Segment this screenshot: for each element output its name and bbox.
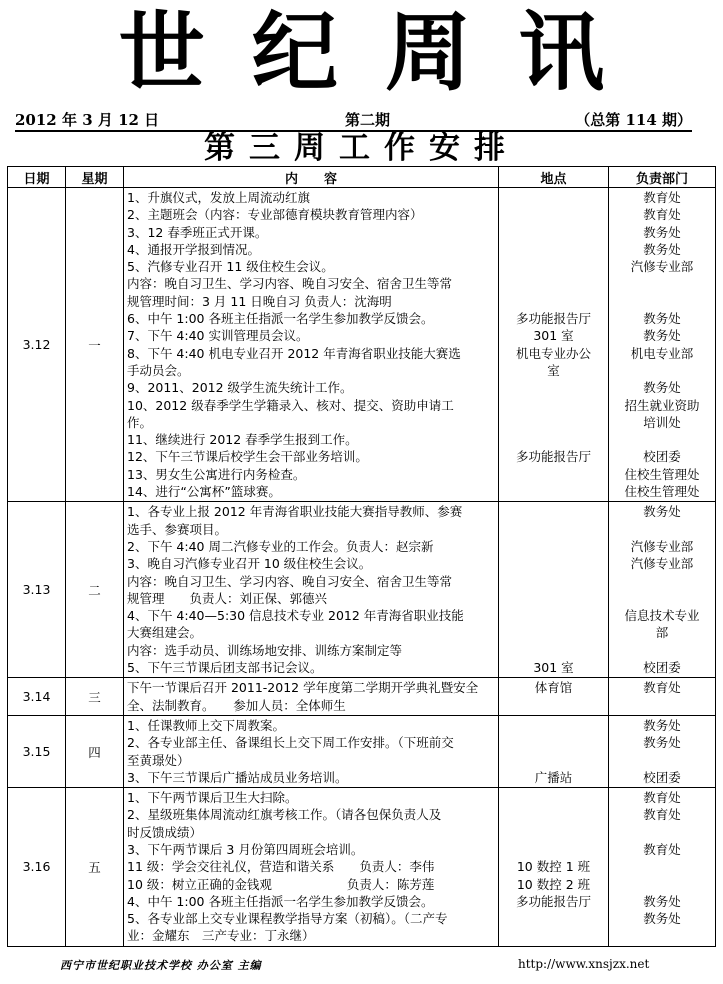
content-line: 11、继续进行 2012 春季学生报到工作。	[127, 432, 358, 448]
content-line: 1、各专业上报 2012 年青海省职业技能大赛指导教师、参赛	[127, 504, 463, 520]
dept-line: 教务处	[643, 504, 681, 520]
date-cell: 3.12	[8, 188, 66, 502]
place-cell	[499, 502, 609, 678]
content-line: 12、下午三节课后校学生会干部业务培训。	[127, 449, 368, 465]
place-line	[501, 752, 606, 769]
place-cell	[499, 188, 609, 502]
content-line: 3、下午三节课后广播站成员业务培训。	[127, 769, 348, 785]
place-line: 多功能报告厅	[515, 449, 591, 465]
content-line: 10、2012 级春季学生学籍录入、核对、提交、资助申请工	[127, 397, 454, 413]
place-line	[501, 927, 606, 944]
content-line: 14、进行“公寓杯”篮球赛。	[127, 484, 281, 500]
dept-line	[611, 573, 713, 590]
dept-line	[611, 876, 713, 893]
place-line	[501, 258, 606, 275]
dept-line	[611, 431, 713, 448]
content-line: 5、汽修专业召开 11 级住校生会议。	[127, 259, 334, 275]
place-line	[501, 431, 606, 448]
place-line	[501, 503, 606, 520]
place-line	[501, 538, 606, 555]
date-cell: 3.15	[8, 715, 66, 787]
place-line	[501, 275, 606, 292]
place-line	[501, 293, 606, 310]
dept-line: 汽修专业部	[630, 556, 694, 572]
dept-line	[611, 521, 713, 538]
content-line: 2、下午 4:40 周二汽修专业的工作会。负责人：赵宗新	[127, 538, 434, 554]
content-line: 作。	[127, 414, 153, 430]
issue-total: （总第 114 期）	[575, 111, 692, 129]
dept-line	[611, 752, 713, 769]
date-cell: 3.14	[8, 678, 66, 716]
dept-line: 教务处	[643, 241, 681, 257]
masthead	[0, 0, 723, 105]
weekday-cell: 四	[66, 715, 124, 787]
place-line	[501, 789, 606, 806]
content-cell	[124, 188, 499, 502]
content-cell	[124, 502, 499, 678]
content-line: 规管理时间：3 月 11 日晚自习 负责人：沈海明	[127, 293, 392, 309]
content-line: 8、下午 4:40 机电专业召开 2012 年青海省职业技能大赛选	[127, 345, 461, 361]
place-cell	[499, 788, 609, 947]
content-line: 大赛组建会。	[127, 625, 203, 641]
table-row	[8, 678, 716, 716]
content-line: 选手、参赛项目。	[127, 521, 228, 537]
masthead-char: 世	[118, 1, 205, 103]
place-line: 10 数控 2 班	[516, 876, 591, 892]
dept-line: 教务处	[643, 911, 681, 927]
content-line: 4、中午 1:00 各班主任指派一名学生参加教学反馈会。	[127, 893, 434, 909]
masthead-char: 讯	[518, 1, 605, 103]
weekday-cell: 一	[66, 188, 124, 502]
place-line	[501, 824, 606, 841]
content-line: 1、升旗仪式，发放上周流动红旗	[127, 190, 310, 205]
content-cell	[124, 788, 499, 947]
dept-cell	[609, 678, 716, 716]
issue-date: 2012 年 3 月 12 日	[15, 111, 160, 129]
dept-line: 机电专业部	[630, 345, 694, 361]
place-line	[501, 573, 606, 590]
content-line: 10 级：树立正确的金钱观 负责人：陈芳莲	[127, 876, 435, 892]
place-line	[501, 910, 606, 927]
place-line	[501, 521, 606, 538]
place-line	[501, 241, 606, 258]
dept-line: 信息技术专业	[624, 608, 700, 624]
dept-line: 住校生管理处	[624, 466, 700, 482]
dept-line: 教育处	[643, 841, 681, 857]
dept-line	[611, 275, 713, 292]
dept-line: 教务处	[643, 893, 681, 909]
place-line	[501, 806, 606, 823]
dept-line: 教务处	[643, 328, 681, 344]
dept-cell	[609, 188, 716, 502]
table-row	[8, 715, 716, 787]
place-line	[501, 206, 606, 223]
place-line	[501, 397, 606, 414]
dept-line	[611, 697, 713, 714]
table-row	[8, 188, 716, 502]
dept-line: 部	[655, 625, 669, 641]
place-line	[501, 697, 606, 714]
issue-number: 第二期	[345, 111, 391, 129]
dept-line: 教育处	[643, 190, 681, 205]
content-line: 3、下午两节课后 3 月份第四周班会培训。	[127, 841, 364, 857]
content-cell	[124, 678, 499, 716]
content-line: 规管理 负责人：刘正保、郭德兴	[127, 590, 328, 606]
place-line	[501, 841, 606, 858]
place-line	[501, 379, 606, 396]
dept-line: 教务处	[643, 224, 681, 240]
dept-line: 培训处	[643, 414, 681, 430]
place-line: 室	[547, 362, 560, 378]
dept-line: 汽修专业部	[630, 259, 694, 275]
place-line: 301 室	[533, 660, 574, 676]
table-header-row	[8, 167, 716, 188]
dept-cell	[609, 502, 716, 678]
footer-url[interactable]: http://www.xnsjzx.net	[518, 957, 650, 971]
place-line	[501, 483, 606, 500]
header-place: 地点	[499, 167, 609, 188]
content-line: 9、2011、2012 级学生流失统计工作。	[127, 380, 353, 396]
content-line: 时反馈成绩）	[127, 824, 203, 840]
dept-line	[611, 824, 713, 841]
place-line: 301 室	[533, 328, 574, 344]
place-cell	[499, 715, 609, 787]
masthead-char: 纪	[251, 1, 338, 103]
place-line: 机电专业办公	[515, 345, 591, 361]
content-line: 至黄璟处）	[127, 752, 190, 768]
dept-line: 汽修专业部	[630, 538, 694, 554]
place-line: 10 数控 1 班	[516, 859, 591, 875]
content-line: 1、任课教师上交下周教案。	[127, 717, 285, 733]
schedule-table	[7, 166, 716, 947]
header-content: 内 容	[124, 167, 499, 188]
content-line: 2、各专业部主任、备课组长上交下周工作安排。（下班前交	[127, 735, 454, 751]
weekday-cell: 二	[66, 502, 124, 678]
place-line	[501, 642, 606, 659]
dept-line: 住校生管理处	[624, 484, 700, 500]
dept-cell	[609, 788, 716, 947]
content-line: 3、12 春季班正式开课。	[127, 224, 268, 240]
dept-line: 校团委	[643, 660, 681, 676]
page-title: 第三周工作安排	[204, 130, 519, 166]
place-line	[501, 717, 606, 734]
content-line: 全、法制教育。 参加人员：全体师生	[127, 697, 346, 713]
header-date: 日期	[8, 167, 66, 188]
dept-line: 教务处	[643, 717, 681, 733]
date-cell: 3.13	[8, 502, 66, 678]
dept-line: 招生就业资助	[624, 397, 700, 413]
header-dept: 负责部门	[609, 167, 716, 188]
dept-line: 教务处	[643, 735, 681, 751]
dept-line: 教务处	[643, 311, 681, 327]
masthead-char: 周	[385, 1, 472, 103]
place-line	[501, 607, 606, 624]
content-line: 业：金耀东 三产专业：丁永继）	[127, 928, 315, 944]
content-line: 5、下午三节课后团支部书记会议。	[127, 660, 323, 676]
dept-line	[611, 642, 713, 659]
place-line	[501, 224, 606, 241]
place-cell	[499, 678, 609, 716]
weekday-cell: 五	[66, 788, 124, 947]
content-line: 13、男女生公寓进行内务检查。	[127, 466, 306, 482]
place-line: 广播站	[534, 769, 573, 785]
dept-line	[611, 293, 713, 310]
issue-line	[15, 108, 692, 132]
header-weekday: 星期	[66, 167, 124, 188]
dept-line	[611, 927, 713, 944]
dept-line: 校团委	[643, 449, 681, 465]
content-line: 1、下午两节课后卫生大扫除。	[127, 790, 298, 806]
table-row	[8, 788, 716, 947]
content-line: 内容：晚自习卫生、学习内容、晚自习安全、宿舍卫生等常	[127, 276, 453, 292]
place-line: 体育馆	[534, 680, 573, 696]
dept-line	[611, 858, 713, 875]
place-line	[501, 466, 606, 483]
place-line	[501, 189, 606, 206]
dept-line: 教育处	[643, 680, 681, 696]
place-line	[501, 414, 606, 431]
date-cell: 3.16	[8, 788, 66, 947]
dept-cell	[609, 715, 716, 787]
content-line: 内容：晚自习卫生、学习内容、晚自习安全、宿舍卫生等常	[127, 573, 453, 589]
weekday-cell: 三	[66, 678, 124, 716]
content-line: 4、通报开学报到情况。	[127, 241, 260, 257]
dept-line	[611, 590, 713, 607]
content-line: 7、下午 4:40 实训管理员会议。	[127, 328, 309, 344]
place-line	[501, 555, 606, 572]
place-line	[501, 624, 606, 641]
content-line: 内容：选手动员、训练场地安排、训练方案制定等	[127, 642, 403, 658]
content-line: 2、主题班会（内容：专业部德育模块教育管理内容）	[127, 207, 423, 223]
dept-line: 教育处	[643, 790, 681, 806]
dept-line: 教务处	[643, 380, 681, 396]
dept-line: 校团委	[643, 769, 681, 785]
content-line: 5、各专业部上交专业课程教学指导方案（初稿）。（二产专	[127, 911, 448, 927]
place-line	[501, 734, 606, 751]
table-row	[8, 502, 716, 678]
content-cell	[124, 715, 499, 787]
place-line: 多功能报告厅	[515, 893, 591, 909]
content-line: 手动员会。	[127, 362, 190, 378]
dept-line: 教育处	[643, 807, 681, 823]
dept-line	[611, 362, 713, 379]
content-line: 6、中午 1:00 各班主任指派一名学生参加教学反馈会。	[127, 311, 434, 327]
content-line: 2、星级班集体周流动红旗考核工作。（请各包保负责人及	[127, 807, 442, 823]
content-line: 4、下午 4:40—5:30 信息技术专业 2012 年青海省职业技能	[127, 608, 464, 624]
place-line	[501, 590, 606, 607]
footer-org: 西宁市世纪职业技术学校 办公室 主编	[60, 959, 262, 972]
content-line: 11 级：学会交往礼仪，营造和谐关系 负责人：李伟	[127, 859, 435, 875]
dept-line: 教育处	[643, 207, 681, 223]
place-line: 多功能报告厅	[515, 311, 591, 327]
content-line: 下午一节课后召开 2011-2012 学年度第二学期开学典礼暨安全	[127, 680, 479, 696]
content-line: 3、晚自习汽修专业召开 10 级住校生会议。	[127, 556, 372, 572]
